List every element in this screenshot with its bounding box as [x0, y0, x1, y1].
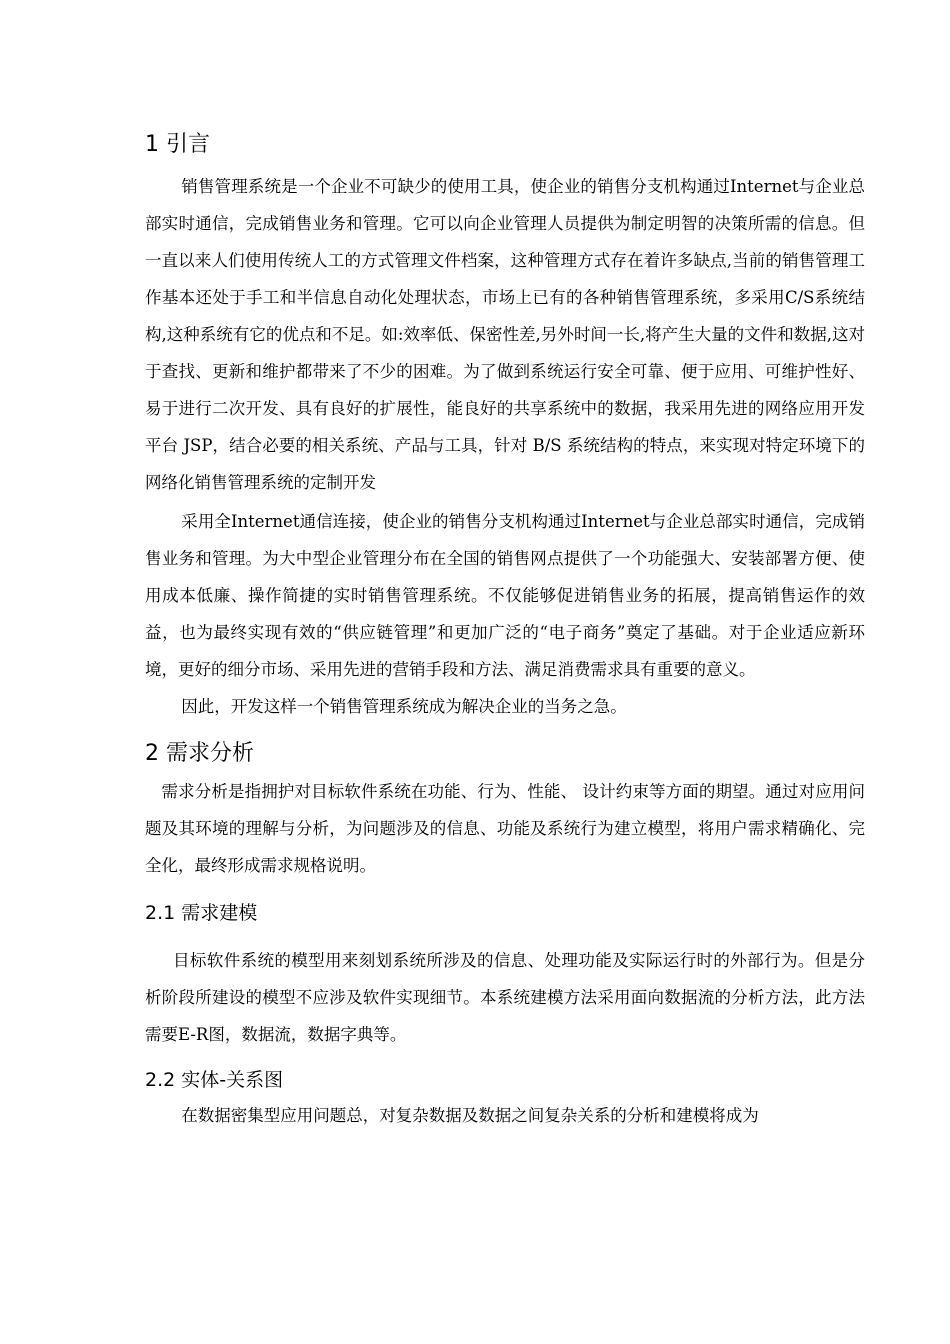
- document-body: [145, 128, 865, 1134]
- section-2-paragraph-1: 需求分析是指拥护对目标软件系统在功能、行为、性能、 设计约束等方面的期望。通过对应用问题及其环境的理解与分析，为问题涉及的信息、功能及系统行为建立模型，将用户需求精确化、完全化，最终形成需求规格说明。: [145, 782, 865, 875]
- section-2-heading: 2 需求分析: [145, 741, 254, 766]
- section-1-paragraph-1: 销售管理系统是一个企业不可缺少的使用工具，使企业的销售分支机构通过Internet与企业总部实时通信，完成销售业务和管理。它可以向企业管理人员提供为制定明智的决策所需的信息。但一直以来人们使用传统人工的方式管理文件档案，这种管理方式存在着许多缺点,当前的销售管理工作基本还处于手工和半信息自动化处理状态，市场上已有的各种销售管理系统，多采用C/S系统结构,这种系统有它的优点和不足。如:效率低、保密性差,另外时间一长,将产生大量的文件和数据,这对于查找、更新和维护都带来了不少的困难。为了做到系统运行安全可靠、便于应用、可维护性好、易于进行二次开发、具有良好的扩展性，能良好的共享系统中的数据，我采用先进的网络应用开发平台 JSP，结合必要的相关系统、产品与工具，针对 B/S 系统结构的特点，来实现对特定环境下的网络化销售管理系统的定制开发: [145, 177, 865, 492]
- section-2-2-heading: 2.2 实体-关系图: [145, 1069, 284, 1091]
- section-2-1-paragraph-1: 目标软件系统的模型用来刻划系统所涉及的信息、处理功能及实际运行时的外部行为。但是分析阶段所建设的模型不应涉及软件实现细节。本系统建模方法采用面向数据流的分析方法，此方法需要E-R图，数据流，数据字典等。: [145, 951, 865, 1044]
- section-1-heading: 1 引言: [145, 132, 210, 157]
- section-2-2-paragraph-1: 在数据密集型应用问题总，对复杂数据及数据之间复杂关系的分析和建模将成为: [181, 1106, 759, 1125]
- section-2-1-heading: 2.1 需求建模: [145, 902, 258, 924]
- section-1-paragraph-3: 因此，开发这样一个销售管理系统成为解决企业的当务之急。: [181, 697, 627, 716]
- section-1-paragraph-2: 采用全Internet通信连接，使企业的销售分支机构通过Internet与企业总部实时通信，完成销售业务和管理。为大中型企业管理分布在全国的销售网点提供了一个功能强大、安装部署方便、使用成本低廉、操作简捷的实时销售管理系统。不仅能够促进销售业务的拓展，提高销售运作的效益，也为最终实现有效的“供应链管理”和更加广泛的“电子商务”奠定了基础。对于企业适应新环境，更好的细分市场、采用先进的营销手段和方法、满足消费需求具有重要的意义。: [145, 512, 865, 679]
